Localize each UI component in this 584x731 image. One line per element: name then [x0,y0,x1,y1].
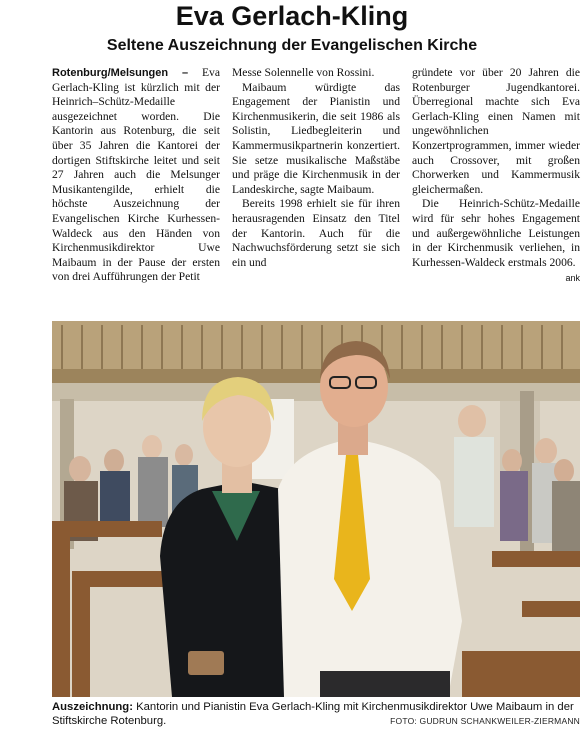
paragraph: Messe Solennelle von Rossini. [232,66,375,79]
article-column-1 [52,66,220,285]
article-body [52,66,580,316]
paragraph: Maibaum würdigte das Engagement der Pianistin und Kirchenmusikerin, die seit 1986 als Solistin, Liedbegleiterin und Kammermusikpartnerin konzertiert. Sie setze musikalische Maßstäbe und präge die Kirchenmusik in der Landeskirche, sagte Maibaum. [232,80,400,196]
dateline: Rotenburg/Melsungen – [52,67,189,79]
white-shirt [278,439,462,697]
paragraph-text: Die Heinrich-Schütz-Medaille wird für sehr hohes Engagement und außergewöhnliche Leistungen in der Kirchenmusik verliehen, in Kurhessen-Waldeck erstmals 2006. [412,197,580,269]
belt [320,671,450,697]
article-column-2 [232,66,400,270]
photo-credit: FOTO: GUDRUN SCHANKWEILER-ZIERMANN [390,716,580,726]
paragraph [412,197,580,284]
paragraph: gründete vor über 20 Jahren die Rotenburger Jugendkantorei. Überregional machte sich Eva Gerlach-Kling einen Namen mit ungewöhnlichen Konzertprogrammen, immer wieder auch Crossover, mit großen Chorwerken und Kammermusik gleichermaßen. [412,66,580,196]
medal-box [188,651,224,675]
article-photo [52,321,580,697]
author-signature: ank [565,273,580,284]
caption-text: Kantorin und Pianistin Eva Gerlach-Kling mit Kirchenmusikdirektor Uwe Maibaum in der Stiftskirche Rotenburg. [52,701,574,727]
paragraph [52,66,220,285]
paragraph: Bereits 1998 erhielt sie für ihren herausragenden Einsatz den Titel der Kantorin. Auch für die Nachwuchsförderung setzt sie sich ein und [232,197,400,269]
article-column-3 [412,66,580,286]
photo-illustration [52,321,580,697]
headline: Eva Gerlach-Kling [175,1,409,31]
caption-label: Auszeichnung: [52,701,133,713]
paragraph-text: Eva Gerlach-Kling ist kürzlich mit der Heinrich–Schütz-Medaille ausgezeichnet worden. Die Kantorin aus Rotenburg, die seit über 35 Jahren die Kantorei der dortigen Stiftskirche leitet und seit 27 Jahren auch die Melsunger Musikantengilde, erhielt die höchste Auszeichnung der Evangelischen Kirche Kurhessen-Waldeck aus den Händen von Kirchenmusikdirektor Uwe Maibaum in der Pause der ersten von drei Aufführungen der Petit [52,66,220,284]
subheadline: Seltene Auszeichnung der Evangelischen Kirche [106,37,478,54]
